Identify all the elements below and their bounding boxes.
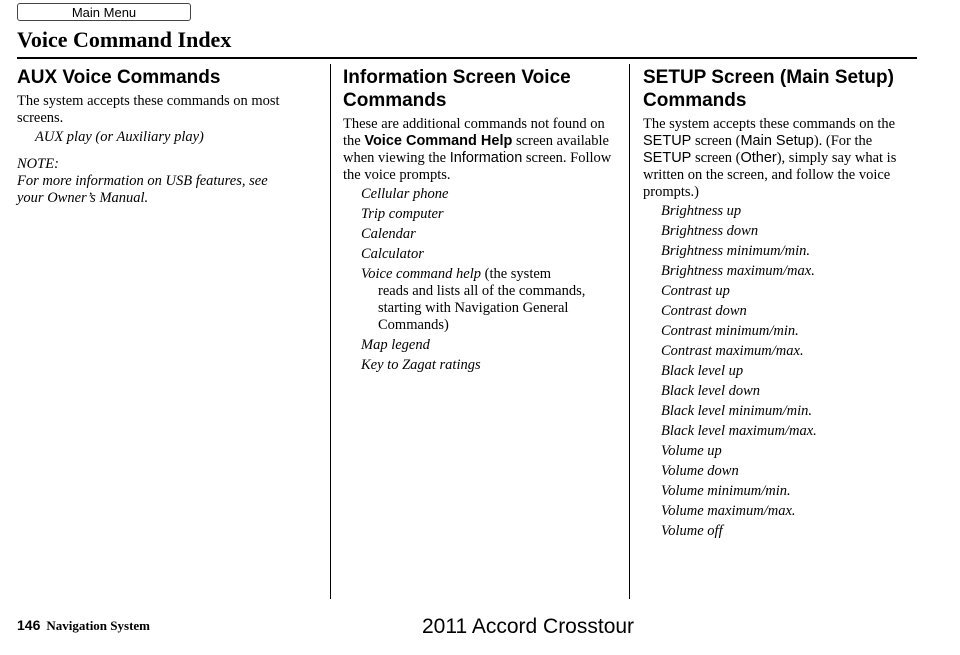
information-heading: Information Screen Voice Commands (343, 67, 571, 111)
list-item: Volume up (661, 443, 722, 459)
aux-command-list (17, 129, 292, 146)
list-item: Calendar (361, 226, 416, 242)
list-item: Voice command help (the system reads and lists all of the commands, starting with Navigation General Commands) (361, 266, 586, 333)
list-item: Brightness minimum/min. (661, 243, 811, 259)
setup-commands-column (643, 66, 918, 543)
list-item: Calculator (361, 246, 424, 262)
list-item: Cellular phone (361, 186, 449, 202)
information-intro: These are additional commands not found on the Voice Command Help screen available when viewing the Information screen. Follow the voice prompts. (343, 116, 612, 183)
title-rule (17, 57, 917, 59)
aux-commands-column (17, 66, 292, 207)
list-item: Contrast minimum/min. (661, 323, 799, 339)
information-command-list (343, 186, 618, 374)
list-item: Black level down (661, 383, 761, 399)
list-item: Volume off (661, 523, 723, 539)
list-item: Contrast down (661, 303, 747, 319)
list-item: Trip computer (361, 206, 444, 222)
list-item: Contrast maximum/max. (661, 343, 804, 359)
information-commands-column (343, 66, 618, 377)
main-menu-button[interactable]: Main Menu (17, 3, 191, 21)
list-item: Black level minimum/min. (661, 403, 812, 419)
list-item: Brightness up (661, 203, 742, 219)
note-text: For more information on USB features, see your Owner’s Manual. (17, 173, 268, 206)
page-number: 146 (17, 617, 41, 633)
setup-command-list (643, 203, 918, 540)
aux-heading: AUX Voice Commands (17, 67, 221, 88)
page-footer (17, 617, 150, 634)
page-title: Voice Command Index (17, 27, 232, 52)
note-label: NOTE: (17, 156, 59, 172)
list-item: Brightness down (661, 223, 759, 239)
list-item: Brightness maximum/max. (661, 263, 815, 279)
list-item: Contrast up (661, 283, 730, 299)
column-divider (330, 64, 331, 599)
footer-section: Navigation System (46, 618, 150, 633)
list-item: Black level maximum/max. (661, 423, 817, 439)
list-item: Volume maximum/max. (661, 503, 796, 519)
list-item: Black level up (661, 363, 744, 379)
setup-intro: The system accepts these commands on the SETUP screen (Main Setup). (For the SETUP screen (Other), simply say what is written on the screen, and follow the voice prompts.) (643, 116, 897, 200)
list-item: Volume minimum/min. (661, 483, 791, 499)
list-item: Key to Zagat ratings (361, 357, 481, 373)
aux-intro: The system accepts these commands on most screens. (17, 93, 280, 126)
list-item: Map legend (361, 337, 430, 353)
setup-heading: SETUP Screen (Main Setup) Commands (643, 67, 894, 111)
list-item: AUX play (or Auxiliary play) (35, 129, 204, 145)
column-divider (629, 64, 630, 599)
list-item: Volume down (661, 463, 739, 479)
watermark: 2011 Accord Crosstour (422, 615, 635, 638)
